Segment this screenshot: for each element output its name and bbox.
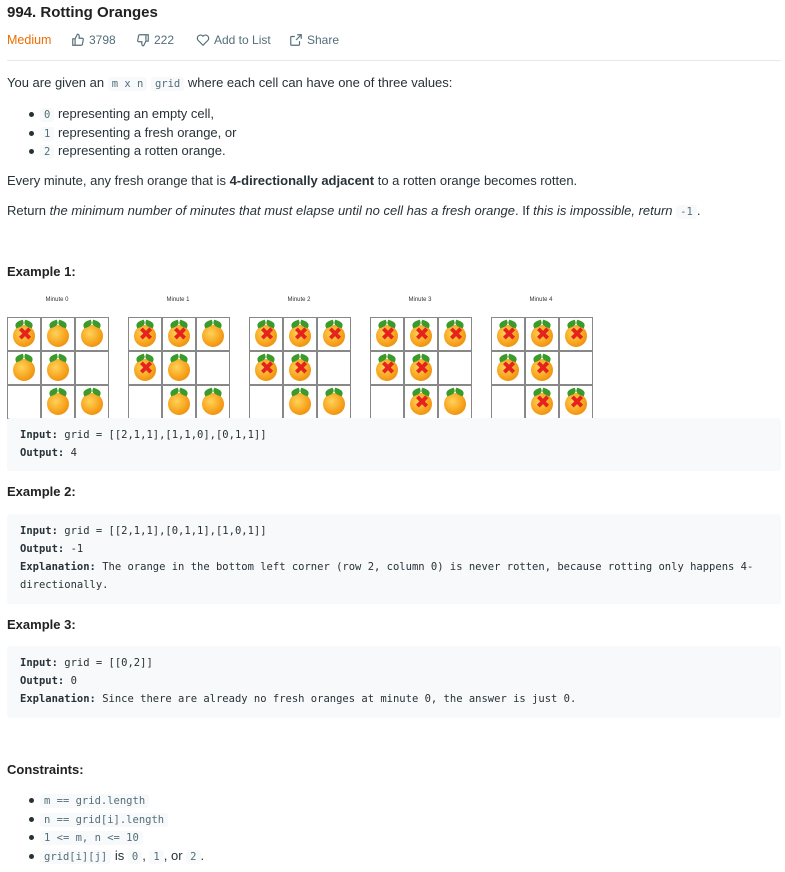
minute-panel	[370, 297, 470, 413]
minute-panel	[491, 297, 591, 413]
grid-cell	[317, 351, 351, 385]
grid-cell	[75, 317, 109, 351]
grid-cell	[283, 385, 317, 419]
orange-grid	[370, 317, 471, 418]
like-button[interactable]	[71, 33, 116, 47]
grid-cell	[491, 385, 525, 419]
heart-icon	[196, 33, 210, 47]
grid-cell	[525, 351, 559, 385]
rotten-x-icon: ✖	[414, 324, 430, 345]
minute-label: Minute 2	[287, 297, 311, 303]
add-to-list-label: Add to List	[214, 33, 271, 47]
example-1-heading: Example 1:	[7, 264, 76, 279]
grid-cell	[128, 385, 162, 419]
list-item: 1 representing a fresh orange, or	[0, 124, 236, 143]
grid-cell	[525, 385, 559, 419]
grid-cell	[404, 385, 438, 419]
grid-cell	[283, 351, 317, 385]
rotten-x-icon: ✖	[535, 358, 551, 379]
rotten-x-icon: ✖	[259, 358, 275, 379]
list-item: 2 representing a rotten orange.	[0, 142, 236, 161]
grid-cell	[559, 385, 593, 419]
share-icon	[289, 33, 303, 47]
grid-cell	[370, 317, 404, 351]
rotten-x-icon: ✖	[414, 358, 430, 379]
example-3-code: Input: grid = [[0,2]] Output: 0 Explanation: Since there are already no fresh oranges at minute 0, the answer is just 0.	[7, 646, 781, 718]
values-list	[0, 105, 236, 161]
grid-cell	[75, 385, 109, 419]
rotten-x-icon: ✖	[380, 324, 396, 345]
grid-cell	[370, 351, 404, 385]
grid-cell	[559, 351, 593, 385]
grid-cell	[283, 317, 317, 351]
share-button[interactable]	[289, 33, 339, 47]
grid-cell	[404, 317, 438, 351]
example-2-heading: Example 2:	[7, 484, 76, 499]
grid-cell	[196, 317, 230, 351]
share-label: Share	[307, 33, 340, 47]
rotten-x-icon: ✖	[259, 324, 275, 345]
rotten-x-icon: ✖	[327, 324, 343, 345]
grid-cell	[162, 317, 196, 351]
dislike-count: 222	[154, 33, 175, 47]
minute-panel	[249, 297, 349, 379]
grid-cell	[317, 317, 351, 351]
rotten-x-icon: ✖	[17, 324, 33, 345]
grid-cell	[196, 385, 230, 419]
minute-label: Minute 1	[166, 297, 190, 303]
constraints-list	[0, 791, 204, 865]
intro-paragraph: You are given an m x n grid where each cell can have one of three values:	[7, 75, 453, 90]
constraints-heading: Constraints:	[7, 762, 84, 777]
thumbs-down-icon	[136, 33, 150, 47]
list-item: n == grid[i].length	[0, 810, 204, 829]
grid-cell	[491, 351, 525, 385]
rotten-x-icon: ✖	[138, 358, 154, 379]
grid-cell	[7, 317, 41, 351]
list-item: grid[i][j] is 0 , 1 , or 2 .	[0, 847, 204, 866]
rule-paragraph: Every minute, any fresh orange that is 4-directionally adjacent to a rotten orange becomes rotten.	[7, 173, 578, 188]
rotten-x-icon: ✖	[380, 358, 396, 379]
grid-cell	[41, 385, 75, 419]
like-count: 3798	[89, 33, 116, 47]
grid-cell	[438, 385, 472, 419]
rotten-x-icon: ✖	[172, 324, 188, 345]
grid-cell	[249, 351, 283, 385]
grid-cell	[128, 351, 162, 385]
divider	[7, 60, 781, 61]
grid-cell	[41, 317, 75, 351]
grid-cell	[491, 317, 525, 351]
dislike-button[interactable]	[136, 33, 174, 47]
rotten-x-icon: ✖	[293, 324, 309, 345]
orange-grid	[491, 317, 592, 418]
grid-cell	[438, 317, 472, 351]
example-1-code: Input: grid = [[2,1,1],[1,1,0],[0,1,1]] Output: 4	[7, 418, 781, 471]
grid-cell	[196, 351, 230, 385]
rotten-x-icon: ✖	[138, 324, 154, 345]
list-item: m == grid.length	[0, 791, 204, 810]
rotten-x-icon: ✖	[501, 324, 517, 345]
example-2-code: Input: grid = [[2,1,1],[0,1,1],[1,0,1]] Output: -1 Explanation: The orange in the bottom left corner (row 2, column 0) is never rotten, because rotting only happens 4- directionally.	[7, 514, 781, 604]
rotten-x-icon: ✖	[535, 392, 551, 413]
grid-cell	[404, 351, 438, 385]
grid-cell	[162, 351, 196, 385]
grid-cell	[7, 351, 41, 385]
rotten-x-icon: ✖	[293, 358, 309, 379]
rotten-x-icon: ✖	[414, 392, 430, 413]
rotten-x-icon: ✖	[569, 324, 585, 345]
thumbs-up-icon	[71, 33, 85, 47]
grid-cell	[41, 351, 75, 385]
rotten-x-icon: ✖	[501, 358, 517, 379]
return-paragraph: Return the minimum number of minutes that must elapse until no cell has a fresh orange. If this is impossible, return -1 .	[7, 203, 701, 218]
grid-cell	[7, 385, 41, 419]
example-3-heading: Example 3:	[7, 617, 76, 632]
grid-cell	[525, 317, 559, 351]
grid-cell	[162, 385, 196, 419]
orange-grid	[7, 317, 108, 418]
rotten-x-icon: ✖	[569, 392, 585, 413]
minute-label: Minute 3	[408, 297, 432, 303]
minute-label: Minute 4	[529, 297, 553, 303]
minute-panel	[7, 297, 107, 345]
grid-cell	[438, 351, 472, 385]
list-item: 1 <= m, n <= 10	[0, 828, 204, 847]
grid-cell	[128, 317, 162, 351]
difficulty-badge: Medium	[7, 33, 52, 47]
grid-cell	[249, 317, 283, 351]
grid-cell	[75, 351, 109, 385]
grid-cell	[559, 317, 593, 351]
grid-cell	[370, 385, 404, 419]
orange-grid	[128, 317, 229, 418]
list-item: 0 representing an empty cell,	[0, 105, 236, 124]
rotten-x-icon: ✖	[535, 324, 551, 345]
grid-cell	[249, 385, 283, 419]
minute-panel	[128, 297, 228, 379]
add-to-list-button[interactable]	[196, 33, 271, 47]
rotten-x-icon: ✖	[448, 324, 464, 345]
grid-cell	[317, 385, 351, 419]
orange-grid	[249, 317, 350, 418]
minute-label: Minute 0	[45, 297, 69, 303]
problem-title: 994. Rotting Oranges	[7, 4, 158, 21]
